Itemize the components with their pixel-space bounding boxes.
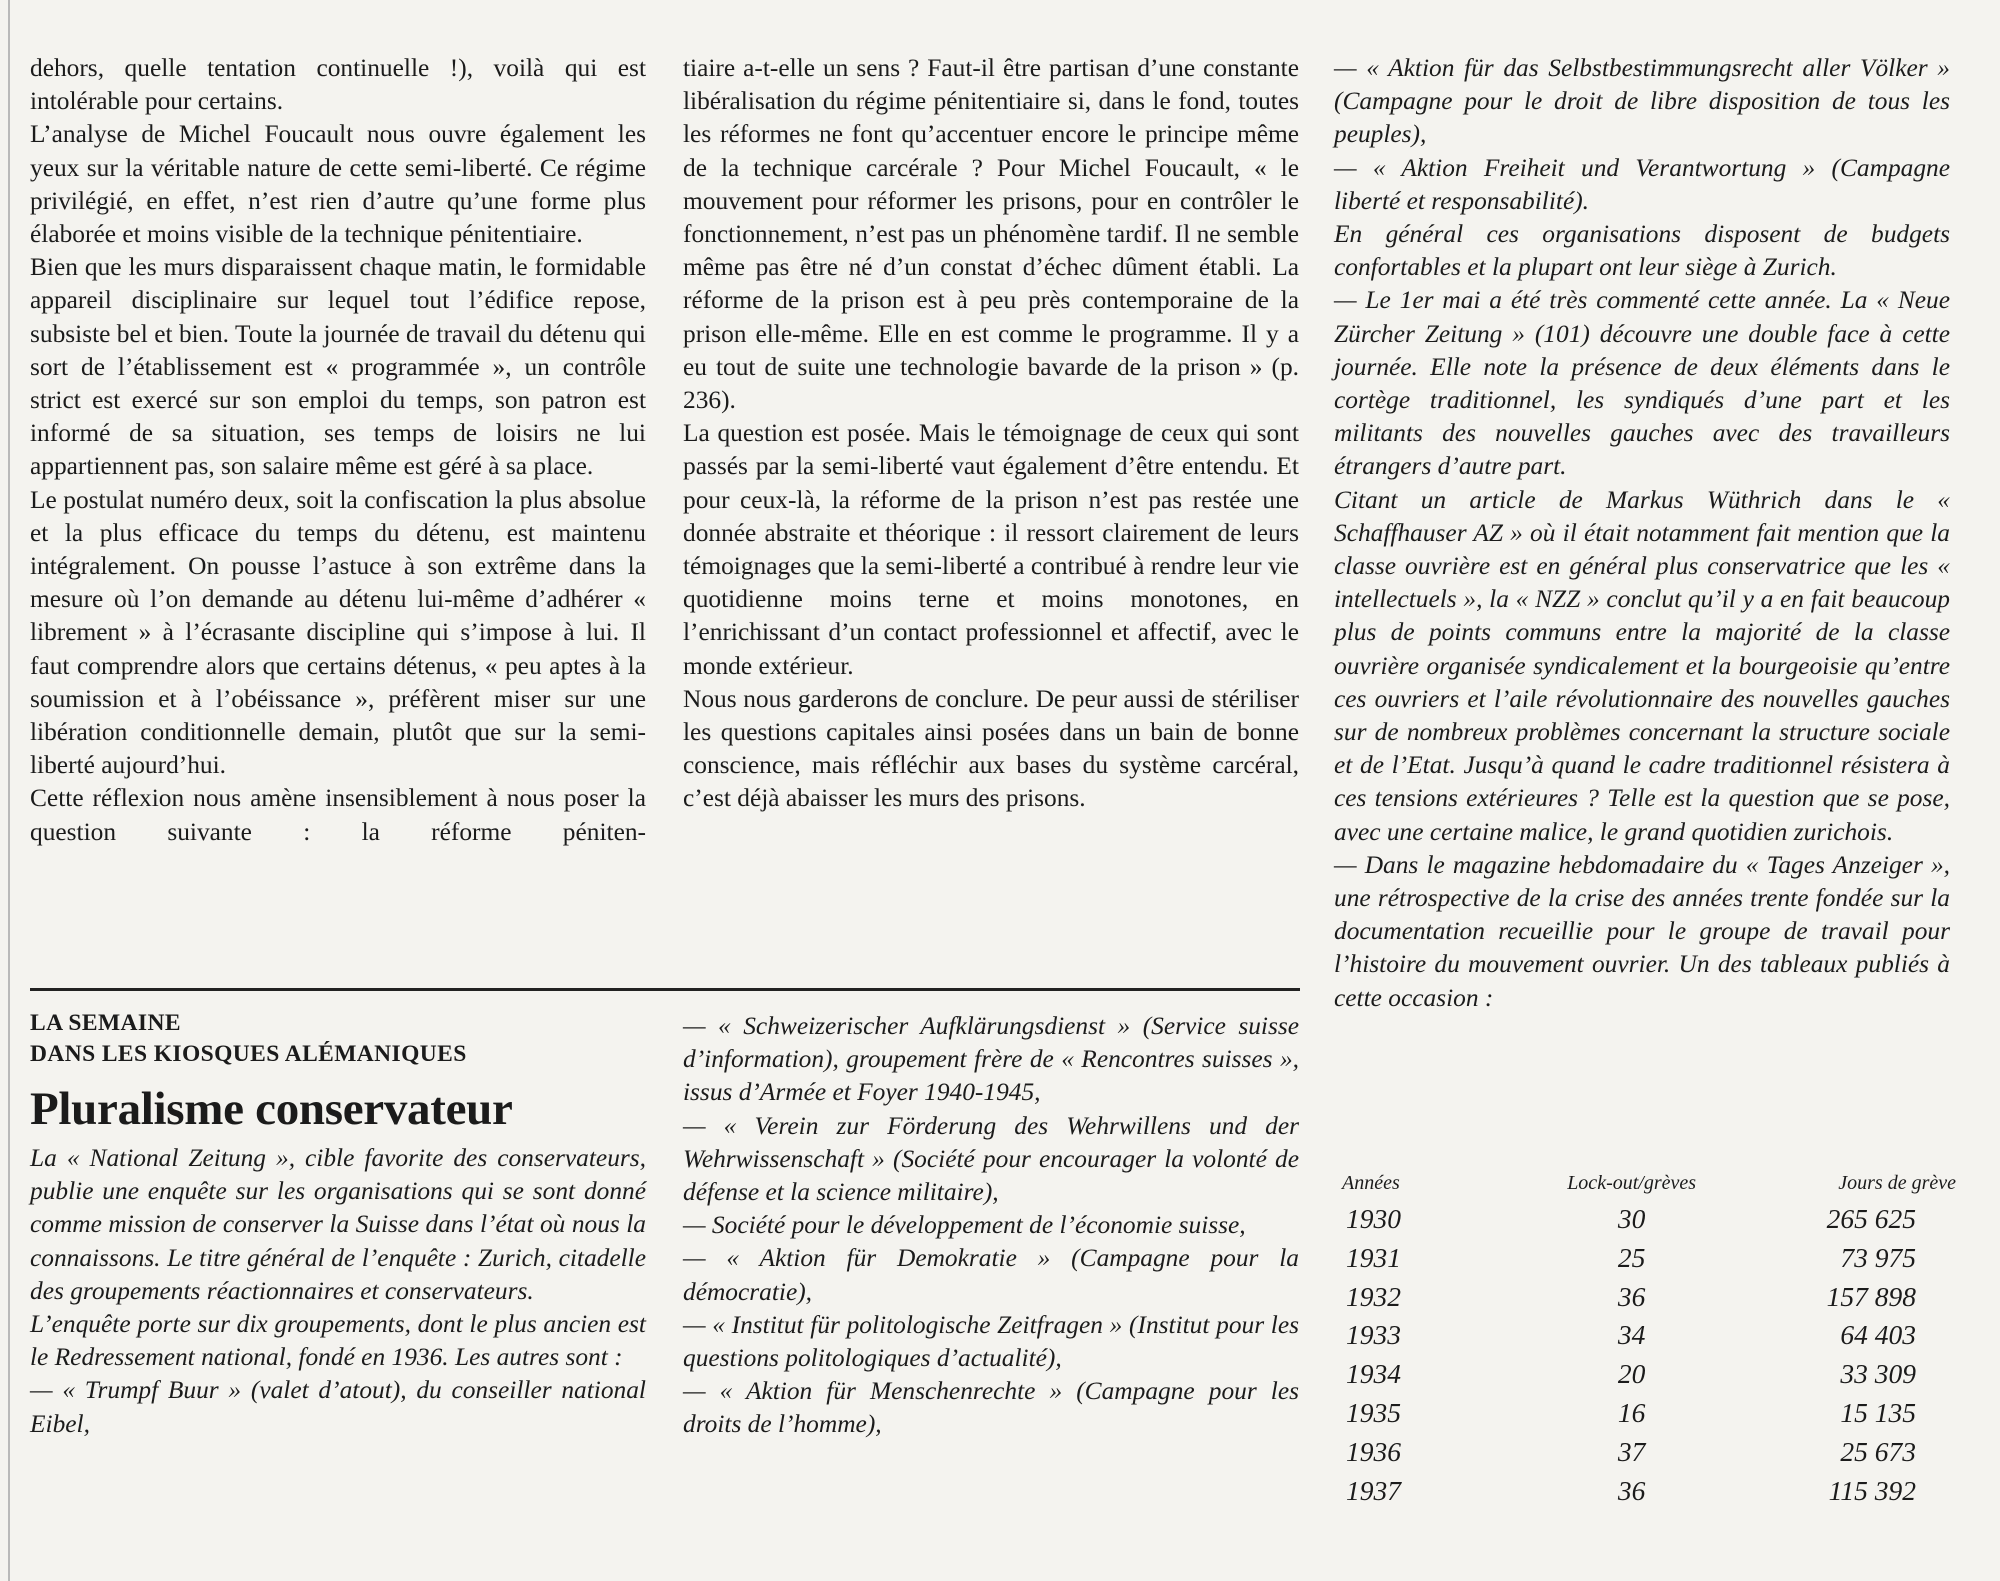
paragraph: — « Verein zur Förderung des Wehrwillens und der Wehrwissenschaft » (Société pour encourager la volonté de défense et la science militaire),: [683, 1111, 1299, 1207]
paragraph: L’analyse de Michel Foucault nous ouvre également les yeux sur la véritable nature de cette semi-liberté. Ce régime privilégié, en effet, n’est rien d’autre qu’une forme plus élaborée et moins visible de la technique pénitentiaire.: [30, 120, 646, 249]
column-header-lockouts: Lock-out/grèves: [1567, 1172, 1697, 1194]
paragraph: Le postulat numéro deux, soit la confiscation la plus absolue et la plus efficace du temps du détenu, est maintenu intégralement. On pousse l’astuce à son extrême dans la mesure où l’on demande au détenu lui-même d’adhérer « librement » à l’écrasante discipline qui s’impose à lui. Il faut comprendre alors que certains détenus, « peu aptes à la soumission et à l’obéissance », préfèrent miser sur une libération conditionnelle demain, plutôt que sur la semi-liberté aujourd’hui.: [30, 485, 646, 780]
cell-year: 1935: [1346, 1396, 1401, 1428]
paragraph: — « Institut für politologische Zeitfragen » (Institut pour les questions politologiques d’actualité),: [683, 1310, 1299, 1373]
cell-year: 1933: [1346, 1319, 1401, 1351]
cell-lockouts: 37: [1617, 1435, 1646, 1467]
kicker-line: LA SEMAINE: [30, 1010, 181, 1036]
section-column-1: [30, 1142, 646, 1441]
page-edge-rule: [8, 0, 10, 1581]
cell-strike-days: 157 898: [1826, 1280, 1916, 1312]
table-row: [1338, 1394, 1956, 1433]
article-column-2: [683, 52, 1299, 816]
section-title: Pluralisme conservateur: [30, 1083, 513, 1135]
cell-lockouts: 36: [1617, 1280, 1646, 1312]
table-row: [1338, 1200, 1956, 1239]
cell-lockouts: 20: [1617, 1358, 1646, 1390]
table-row: [1338, 1278, 1956, 1317]
section-divider: [30, 988, 1300, 991]
cell-year: 1931: [1346, 1241, 1401, 1273]
paragraph: Bien que les murs disparaissent chaque matin, le formidable appareil disciplinaire sur lequel tout l’édifice repose, subsiste bel et bien. Toute la journée de travail du détenu qui sort de l’établissement est « programmée », un contrôle strict est exercé sur son emploi du temps, son patron est informé de sa situation, ses temps de loisirs ne lui appartiennent pas, son salaire même est géré à sa place.: [30, 253, 646, 481]
paragraph: — « Aktion Freiheit und Verantwortung » (Campagne liberté et responsabilité).: [1334, 153, 1950, 215]
paragraph: tiaire a-t-elle un sens ? Faut-il être partisan d’une constante libéralisation du régime pénitentiaire si, dans le fond, toutes les réformes ne font qu’accentuer encore le principe même de la technique carcérale ? Pour Michel Foucault, « le mouvement pour réformer les prisons, pour en contrôler le fonctionnement, n’est pas un phénomène tardif. Il ne semble même pas être né d’un constat d’échec dûment établi. La réforme de la prison est à peu près contemporaine de la prison elle-même. Elle en est comme le programme. Il y a eu tout de suite une technologie bavarde de la prison » (p. 236).: [683, 54, 1299, 415]
cell-year: 1936: [1346, 1435, 1401, 1467]
paragraph: — Dans le magazine hebdomadaire du « Tages Anzeiger », une rétrospective de la crise des années trente fondée sur la documentation recueillie pour le groupe de travail pour l’histoire du mouvement ouvrier. Un des tableaux publiés à cette occasion :: [1334, 850, 1950, 1012]
section-column-2: [683, 1010, 1299, 1442]
cell-year: 1930: [1346, 1203, 1401, 1234]
column-header-years: Années: [1342, 1172, 1400, 1194]
cell-lockouts: 34: [1617, 1319, 1646, 1351]
table-row: [1338, 1316, 1956, 1355]
article-column-3: [1334, 52, 1950, 1015]
paragraph: La question est posée. Mais le témoignage de ceux qui sont passés par la semi-liberté vaut également d’être entendu. Et pour ceux-là, la réforme de la prison n’est pas restée une donnée abstraite et théorique : il ressort clairement de leurs témoignages que la semi-liberté a contribué à rendre leur vie quotidienne moins terne et moins monotones, en l’enrichissant d’un contact professionnel et affectif, avec le monde extérieur.: [683, 419, 1299, 680]
table-row: [1338, 1433, 1956, 1472]
table-header-row: [1338, 1170, 1956, 1200]
cell-year: 1937: [1346, 1474, 1401, 1506]
strike-statistics-table: [1338, 1170, 1956, 1510]
cell-strike-days: 64 403: [1840, 1319, 1916, 1351]
cell-strike-days: 15 135: [1840, 1396, 1916, 1428]
paragraph: L’enquête porte sur dix groupements, dont le plus ancien est le Redressement national, fondé en 1936. Les autres sont :: [30, 1310, 646, 1372]
paragraph: — « Aktion für Demokratie » (Campagne pour la démocratie),: [683, 1244, 1299, 1306]
section-kicker: [30, 1008, 670, 1070]
cell-strike-days: 265 625: [1826, 1203, 1916, 1234]
cell-lockouts: 16: [1617, 1396, 1646, 1428]
cell-lockouts: 25: [1617, 1241, 1646, 1273]
paragraph: — « Aktion für das Selbstbestimmungsrecht aller Völker » (Campagne pour le droit de libre disposition de tous les peuples),: [1334, 54, 1950, 149]
cell-strike-days: 115 392: [1828, 1474, 1916, 1506]
table-row: [1338, 1472, 1956, 1511]
cell-strike-days: 33 309: [1840, 1358, 1916, 1390]
paragraph: En général ces organisations disposent de budgets confortables et la plupart ont leur siège à Zurich.: [1334, 220, 1950, 282]
paragraph: — « Aktion für Menschenrechte » (Campagne pour les droits de l’homme),: [683, 1377, 1299, 1439]
paragraph: — « Trumpf Buur » (valet d’atout), du conseiller national Eibel,: [30, 1376, 646, 1438]
table-row: [1338, 1239, 1956, 1278]
kicker-line: DANS LES KIOSQUES ALÉMANIQUES: [30, 1041, 467, 1067]
paragraph: — « Schweizerischer Aufklärungsdienst » (Service suisse d’information), groupement frère de « Rencontres suisses », issus d’Armée et Foyer 1940-1945,: [683, 1012, 1299, 1107]
paragraph: Cette réflexion nous amène insensiblement à nous poser la question suivante : la réforme péniten-: [30, 784, 646, 846]
paragraph: Nous nous garderons de conclure. De peur aussi de stériliser les questions capitales ainsi posées dans un bain de bonne conscience, mais réfléchir aux bases du système carcéral, c’est déjà abaisser les murs des prisons.: [683, 684, 1299, 813]
column-header-strike-days: Jours de grève: [1838, 1172, 1956, 1194]
cell-strike-days: 73 975: [1840, 1241, 1916, 1273]
paragraph: — Société pour le développement de l’économie suisse,: [683, 1211, 1246, 1240]
paragraph: Citant un article de Markus Wüthrich dans le « Schaffhauser AZ » où il était notamment fait mention que la classe ouvrière est en général plus conservatrice que les « intellectuels », la « NZZ » conclut qu’il y a en fait beaucoup plus de points communs entre la majorité de la classe ouvrière organisée syndicalement et la bourgeoisie qu’entre ces ouvriers et l’aile révolutionnaire des nouvelles gauches sur de nombreux problèmes concernant la structure sociale et de l’Etat. Jusqu’à quand le cadre traditionnel résistera à ces tensions extérieures ? Telle est la question que se pose, avec une certaine malice, le grand quotidien zurichois.: [1334, 485, 1950, 846]
paragraph: La « National Zeitung », cible favorite des conservateurs, publie une enquête sur les organisations qui se sont donné comme mission de conserver la Suisse dans l’état où nous la connaissons. Le titre général de l’enquête : Zurich, citadelle des groupements réactionnaires et conservateurs.: [30, 1144, 646, 1305]
table-row: [1338, 1355, 1956, 1394]
cell-year: 1932: [1346, 1280, 1401, 1312]
cell-year: 1934: [1346, 1358, 1401, 1390]
paragraph: — Le 1er mai a été très commenté cette année. La « Neue Zürcher Zeitung » (101) découvre une double face à cette journée. Elle note la présence de deux éléments dans le cortège traditionnel, les syndiqués d’une part et les militants des nouvelles gauches avec des travailleurs étrangers d’autre part.: [1334, 286, 1950, 481]
cell-lockouts: 30: [1617, 1203, 1646, 1234]
cell-strike-days: 25 673: [1840, 1435, 1916, 1467]
paragraph: dehors, quelle tentation continuelle !), voilà qui est intolérable pour certains.: [30, 54, 646, 116]
cell-lockouts: 36: [1617, 1474, 1646, 1506]
article-column-1: [30, 52, 646, 849]
